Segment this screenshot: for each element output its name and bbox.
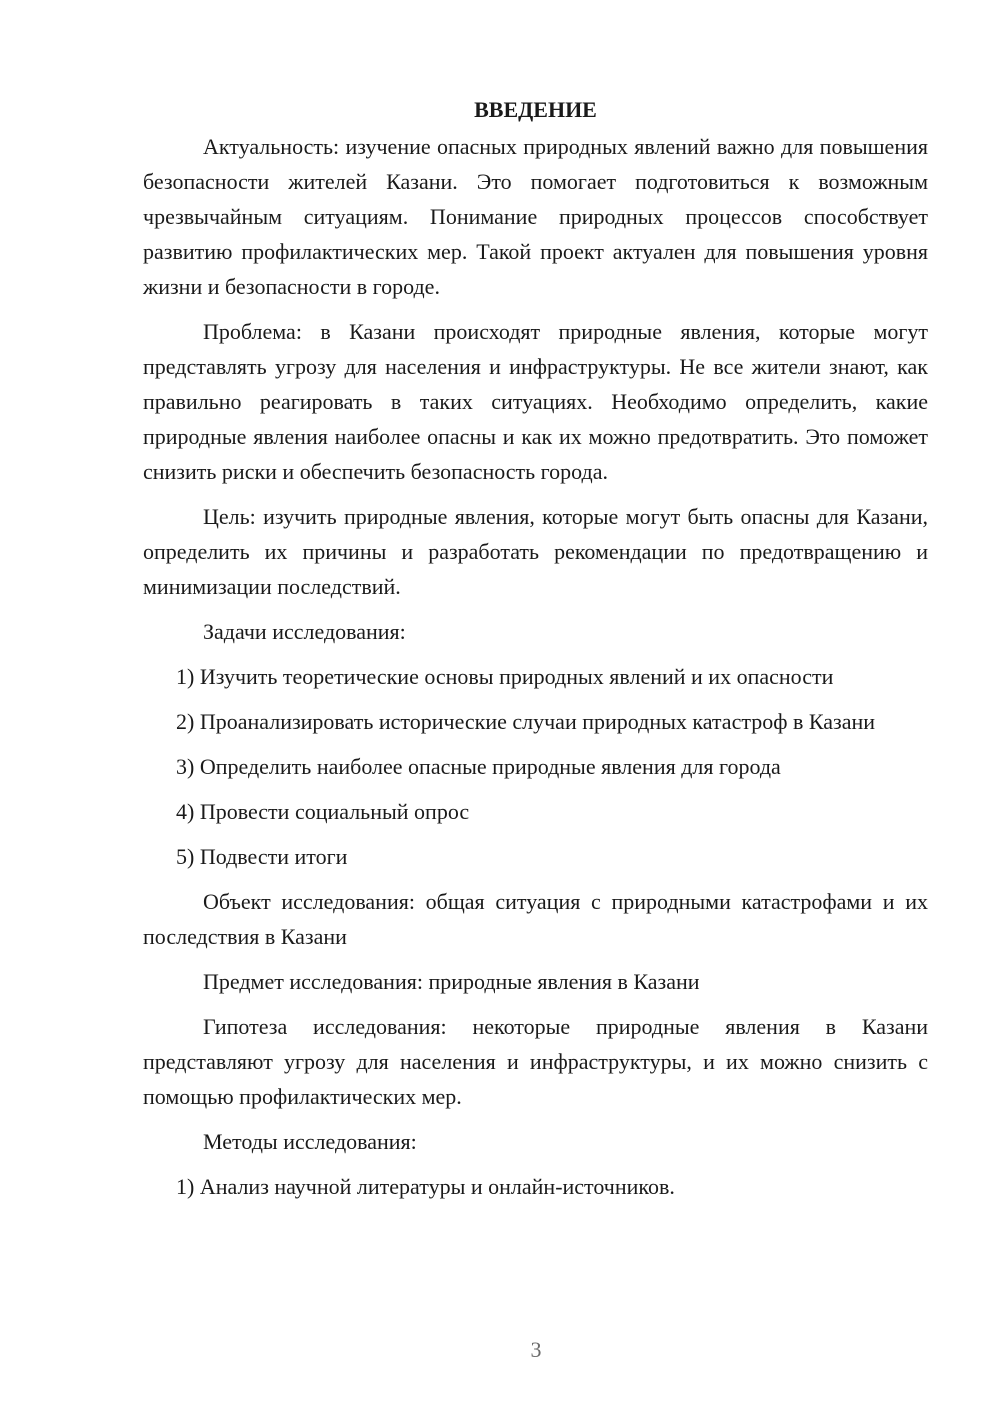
hypothesis-paragraph: Гипотеза исследования: некоторые природные явления в Казани представляют угрозу для населения и инфраструктуры, и их можно снизить с помощью профилактических мер. bbox=[143, 1014, 928, 1109]
page-number: 3 bbox=[530, 1337, 542, 1362]
object-paragraph: Объект исследования: общая ситуация с природными катастрофами и их последствия в Казани bbox=[143, 889, 928, 949]
subject-paragraph: Предмет исследования: природные явления в Казани bbox=[203, 969, 700, 994]
goal-paragraph: Цель: изучить природные явления, которые могут быть опасны для Казани, определить их причины и разработать рекомендации по предотвращению и минимизации последствий. bbox=[143, 504, 928, 599]
task-item: 1) Изучить теоретические основы природных явлений и их опасности bbox=[176, 664, 834, 689]
task-item: 3) Определить наиболее опасные природные явления для города bbox=[176, 754, 781, 779]
problem-paragraph: Проблема: в Казани происходят природные явления, которые могут представлять угрозу для населения и инфраструктуры. Не все жители знают, как правильно реагировать в таких ситуациях. Необходимо определить, какие природные явления наиболее опасны и как их можно предотвратить. Это поможет снизить риски и обеспечить безопасность города. bbox=[143, 319, 928, 484]
method-item: 1) Анализ научной литературы и онлайн-источников. bbox=[176, 1174, 675, 1199]
task-item: 2) Проанализировать исторические случаи природных катастроф в Казани bbox=[176, 709, 876, 734]
methods-heading: Методы исследования: bbox=[203, 1129, 417, 1154]
document-body bbox=[143, 93, 928, 1214]
tasks-heading: Задачи исследования: bbox=[203, 619, 406, 644]
task-item: 4) Провести социальный опрос bbox=[176, 799, 470, 824]
relevance-paragraph: Актуальность: изучение опасных природных явлений важно для повышения безопасности жителей Казани. Это помогает подготовиться к возможным чрезвычайным ситуациям. Понимание природных процессов способствует развитию профилактических мер. Такой проект актуален для повышения уровня жизни и безопасности в городе. bbox=[143, 134, 928, 299]
task-item: 5) Подвести итоги bbox=[176, 844, 348, 869]
section-title: ВВЕДЕНИЕ bbox=[474, 97, 597, 122]
